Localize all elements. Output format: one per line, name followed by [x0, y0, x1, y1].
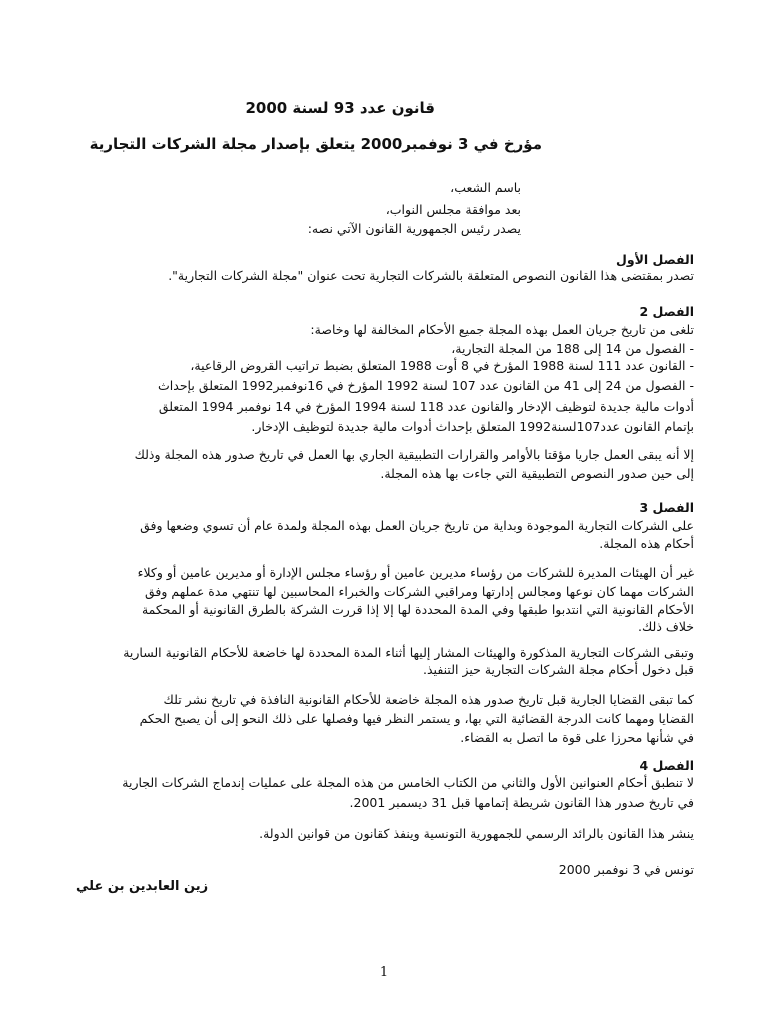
section-text: في شأنها محرزا على قوة ما اتصل به القضاء.	[460, 730, 694, 745]
section-text: في تاريخ صدور هذا القانون شريطة إتمامها قبل 31 ديسمبر 2001.	[349, 795, 694, 810]
law-subtitle: مؤرخ في 3 نوفمبر2000 يتعلق بإصدار مجلة الشركات التجارية	[89, 135, 542, 153]
section-text: إلى حين صدور النصوص التطبيقية التي جاءت بها هذه المجلة.	[380, 466, 694, 481]
section-text: كما تبقى القضايا الجارية قبل تاريخ صدور هذه المجلة خاضعة للأحكام القانونية النافذة في تاريخ نشر تلك	[163, 692, 694, 707]
section-text: تصدر بمقتضى هذا القانون النصوص المتعلقة بالشركات التجارية تحت عنوان "مجلة الشركات التجارية".	[168, 268, 694, 283]
section-text: على الشركات التجارية الموجودة وبداية من تاريخ جريان العمل بهذه المجلة ولمدة عام أن تسوي وضعها وفق	[140, 518, 694, 533]
section-text: الشركات مهما كان نوعها ومجالس إدارتها ومراقبي الشركات والخبراء المحاسبين لها تنتهي مدة عملهم وفق	[144, 584, 694, 599]
page-number: 1	[379, 965, 389, 980]
section-text: قبل دخول أحكام مجلة الشركات التجارية حيز التنفيذ.	[423, 662, 694, 677]
section-text: أدوات مالية جديدة لتوظيف الإدخار والقانون عدد 118 لسنة 1994 المؤرخ في 14 نوفمبر 1994 المتعلق	[158, 399, 694, 414]
section-heading: الفصل الأول	[615, 252, 694, 267]
section-text: وتبقى الشركات التجارية المذكورة والهيئات المشار إليها أثناء المدة المحددة لها خاضعة للأحكام القانونية السارية	[123, 645, 694, 660]
section-text: لا تنطبق أحكام العنوانين الأول والثاني من الكتاب الخامس من هذه المجلة على عمليات إندماج الشركات الجارية	[122, 775, 694, 790]
preamble-line: بعد موافقة مجلس النواب،	[385, 202, 521, 217]
section-text: إلا أنه يبقى العمل جاريا مؤقتا بالأوامر والقرارات التطبيقية الجاري بها العمل في تاريخ صدور هذه المجلة وذلك	[134, 447, 694, 462]
section-text: - الفصول من 24 إلى 41 من القانون عدد 107 لسنة 1992 المؤرخ في 16نوفمبر1992 المتعلق بإحداث	[158, 378, 694, 393]
preamble-line: يصدر رئيس الجمهورية القانون الآتي نصه:	[307, 221, 521, 236]
law-title: قانون عدد 93 لسنة 2000	[245, 99, 435, 117]
section-text: غير أن الهيئات المديرة للشركات من رؤساء مديرين عامين أو رؤساء مجلس الإدارة أو مديرين عامين أو وكلاء	[137, 565, 694, 580]
date-place: تونس في 3 نوفمبر 2000	[558, 862, 694, 877]
section-text: - القانون عدد 111 لسنة 1988 المؤرخ في 8 أوت 1988 المتعلق بضبط تراتيب القروض الرقاعية،	[190, 358, 694, 373]
section-text: بإتمام القانون عدد107لسنة1992 المتعلق بإحداث أدوات مالية جديدة لتوظيف الإدخار.	[251, 419, 694, 434]
closing-text: ينشر هذا القانون بالرائد الرسمي للجمهورية التونسية وينفذ كقانون من قوانين الدولة.	[259, 826, 694, 841]
section-text: القضايا ومهما كانت الدرجة القضائية التي بها، و يستمر النظر فيها وفصلها على ذلك النحو إلى أن يصبح الحكم	[139, 711, 694, 726]
signature: زين العابدين بن علي	[76, 879, 209, 894]
section-text: خلاف ذلك.	[638, 619, 694, 634]
section-text: - الفصول من 14 إلى 188 من المجلة التجارية،	[451, 341, 694, 356]
section-heading: الفصل 3	[639, 500, 694, 515]
section-text: أحكام هذه المجلة.	[599, 536, 694, 551]
section-text: تلغى من تاريخ جريان العمل بهذه المجلة جميع الأحكام المخالفة لها وخاصة:	[310, 322, 694, 337]
section-heading: الفصل 4	[639, 758, 694, 773]
section-text: الأحكام القانونية التي انتدبوا طبقها وفي المدة المحددة لها إلا إذا قررت الشركة بالطرق القانونية أو المحكمة	[141, 602, 694, 617]
section-heading: الفصل 2	[639, 304, 694, 319]
preamble-line: باسم الشعب،	[450, 180, 521, 195]
